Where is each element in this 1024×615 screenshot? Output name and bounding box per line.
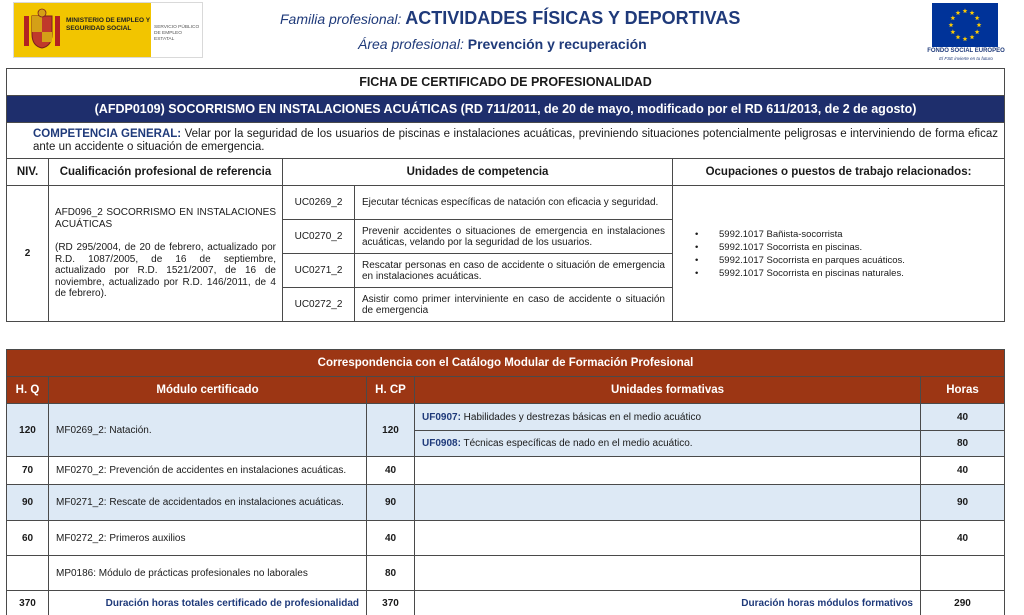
- table-row: [7, 404, 1005, 431]
- hcp-value: 120: [367, 404, 415, 457]
- hcp-value: 90: [367, 485, 415, 521]
- column-header-horas: Horas: [921, 377, 1005, 404]
- ocupaciones-list: [695, 228, 1004, 280]
- column-header-modulo: Módulo certificado: [49, 377, 367, 404]
- bullet: •: [695, 267, 699, 279]
- competencia-text: Velar por la seguridad de los usuarios de piscinas e instalaciones acuáticas, previniendo situaciones potencialmente peligrosas e interviniendo de forma eficaz ante un accidente o situación de emergencia.: [33, 127, 999, 153]
- uf-code: UF0907:: [422, 411, 461, 423]
- uc-code: UC0269_2: [283, 186, 355, 220]
- bullet: •: [695, 241, 699, 253]
- competencia-general: [7, 123, 1005, 159]
- column-header-hcp: H. CP: [367, 377, 415, 404]
- modulo-name: MF0269_2: Natación.: [49, 404, 367, 457]
- hq-value: [7, 556, 49, 591]
- uc-description: Asistir como primer interviniente en caso de accidente o situación de emergencia: [355, 288, 673, 322]
- ocupacion-text: 5992.1017 Bañista-socorrista: [719, 228, 843, 240]
- uc-code: UC0272_2: [283, 288, 355, 322]
- ocupacion-text: 5992.1017 Socorrista en parques acuáticos.: [719, 254, 905, 266]
- ministry-logo: [13, 2, 203, 58]
- fse-logo-slogan: El FSE invierte en tu futuro: [939, 56, 993, 61]
- uf-code: UF0908:: [422, 438, 461, 449]
- ocupaciones-cell: [673, 186, 1005, 322]
- column-header-uf: Unidades formativas: [415, 377, 921, 404]
- total-hq: 370: [7, 591, 49, 615]
- column-header-ocupaciones: Ocupaciones o puestos de trabajo relacionados:: [673, 159, 1005, 186]
- uc-description: Rescatar personas en caso de accidente o situación de emergencia en instalaciones acuáticas.: [355, 254, 673, 288]
- hq-value: 60: [7, 521, 49, 556]
- uf-text: Técnicas específicas de nado en el medio acuático.: [460, 438, 693, 449]
- bullet: •: [695, 254, 699, 266]
- familia-value: ACTIVIDADES FÍSICAS Y DEPORTIVAS: [405, 8, 741, 28]
- ocupacion-text: 5992.1017 Socorrista en piscinas.: [719, 241, 863, 253]
- column-header-unidades: Unidades de competencia: [283, 159, 673, 186]
- uf-text: Habilidades y destrezas básicas en el medio acuático: [460, 411, 702, 423]
- cualificacion-title: AFD096_2 SOCORRISMO EN INSTALACIONES ACUÁTICAS: [55, 207, 276, 230]
- column-header-cualificacion: Cualificación profesional de referencia: [49, 159, 283, 186]
- uc-code: UC0270_2: [283, 220, 355, 254]
- list-item: [695, 254, 1004, 267]
- area-label: Área profesional:: [358, 36, 464, 52]
- total-hcp: 370: [367, 591, 415, 615]
- uf-cell: [415, 431, 921, 457]
- uc-code: UC0271_2: [283, 254, 355, 288]
- hq-value: 70: [7, 457, 49, 485]
- correspondencia-table: [6, 349, 1005, 615]
- cualificacion-rd: (RD 295/2004, de 20 de febrero, actualizado por R.D. 1087/2005, de 16 de septiembre, actualizado por R.D. 1521/2007, de 16 de noviembre, actualizado por R.D. 146/2011, de 4 de febrero).: [55, 242, 276, 300]
- table-row: [7, 521, 1005, 556]
- familia-label: Familia profesional:: [280, 11, 402, 27]
- list-item: [695, 267, 1004, 280]
- hcp-value: 40: [367, 521, 415, 556]
- eu-flag-icon: [932, 3, 998, 47]
- list-item: [695, 228, 1004, 241]
- sepe-logo-text: SERVICIO PÚBLICO DE EMPLEO ESTATAL: [154, 25, 200, 42]
- area-profesional: [358, 36, 758, 52]
- certificate-title: (AFDP0109) SOCORRISMO EN INSTALACIONES ACUÁTICAS (RD 711/2011, de 20 de mayo, modificado por el RD 611/2013, de 2 de agosto): [7, 96, 1005, 123]
- ocupacion-text: 5992.1017 Socorrista en piscinas naturales.: [719, 267, 904, 279]
- cualificacion-cell: [49, 186, 283, 322]
- table-row: [7, 485, 1005, 521]
- total-modulos-label: Duración horas módulos formativos: [415, 591, 921, 615]
- ministry-logo-text: MINISTERIO DE EMPLEO Y SEGURIDAD SOCIAL: [66, 17, 150, 32]
- uf-cell: [415, 521, 921, 556]
- uf-cell: [415, 457, 921, 485]
- horas-value: [921, 556, 1005, 591]
- total-horas: 290: [921, 591, 1005, 615]
- column-header-niv: NIV.: [7, 159, 49, 186]
- table-row: [7, 556, 1005, 591]
- hcp-value: 80: [367, 556, 415, 591]
- familia-profesional: [280, 8, 780, 29]
- horas-value: 40: [921, 521, 1005, 556]
- uf-cell: [415, 404, 921, 431]
- coat-of-arms-icon: [22, 8, 62, 52]
- modulo-name: MF0272_2: Primeros auxilios: [49, 521, 367, 556]
- nivel-value: 2: [7, 186, 49, 322]
- fse-logo-title: FONDO SOCIAL EUROPEO: [927, 48, 1005, 54]
- uf-cell: [415, 556, 921, 591]
- correspondencia-title: Correspondencia con el Catálogo Modular de Formación Profesional: [7, 350, 1005, 377]
- total-label: Duración horas totales certificado de profesionalidad: [49, 591, 367, 615]
- modulo-name: MP0186: Módulo de prácticas profesionales no laborales: [49, 556, 367, 591]
- competencia-label: COMPETENCIA GENERAL:: [33, 127, 182, 140]
- list-item: [695, 241, 1004, 254]
- page-header: [0, 0, 1024, 66]
- table-row: [7, 457, 1005, 485]
- area-value: Prevención y recuperación: [467, 36, 647, 52]
- hq-value: 120: [7, 404, 49, 457]
- ministry-logo-band: [14, 3, 151, 57]
- ficha-table: [6, 68, 1005, 322]
- uc-description: Prevenir accidentes o situaciones de emergencia en instalaciones acuáticas, velando por la seguridad de los usuarios.: [355, 220, 673, 254]
- ficha-title: FICHA DE CERTIFICADO DE PROFESIONALIDAD: [7, 69, 1005, 96]
- uf-horas: 80: [921, 431, 1005, 457]
- uf-horas: 40: [921, 404, 1005, 431]
- horas-value: 90: [921, 485, 1005, 521]
- modulo-name: MF0270_2: Prevención de accidentes en instalaciones acuáticas.: [49, 457, 367, 485]
- horas-value: 40: [921, 457, 1005, 485]
- hcp-value: 40: [367, 457, 415, 485]
- hq-value: 90: [7, 485, 49, 521]
- bullet: •: [695, 228, 699, 240]
- modulo-name: MF0271_2: Rescate de accidentados en instalaciones acuáticas.: [49, 485, 367, 521]
- uf-cell: [415, 485, 921, 521]
- uc-description: Ejecutar técnicas específicas de natación con eficacia y seguridad.: [355, 186, 673, 220]
- column-header-hq: H. Q: [7, 377, 49, 404]
- totals-row: [7, 591, 1005, 615]
